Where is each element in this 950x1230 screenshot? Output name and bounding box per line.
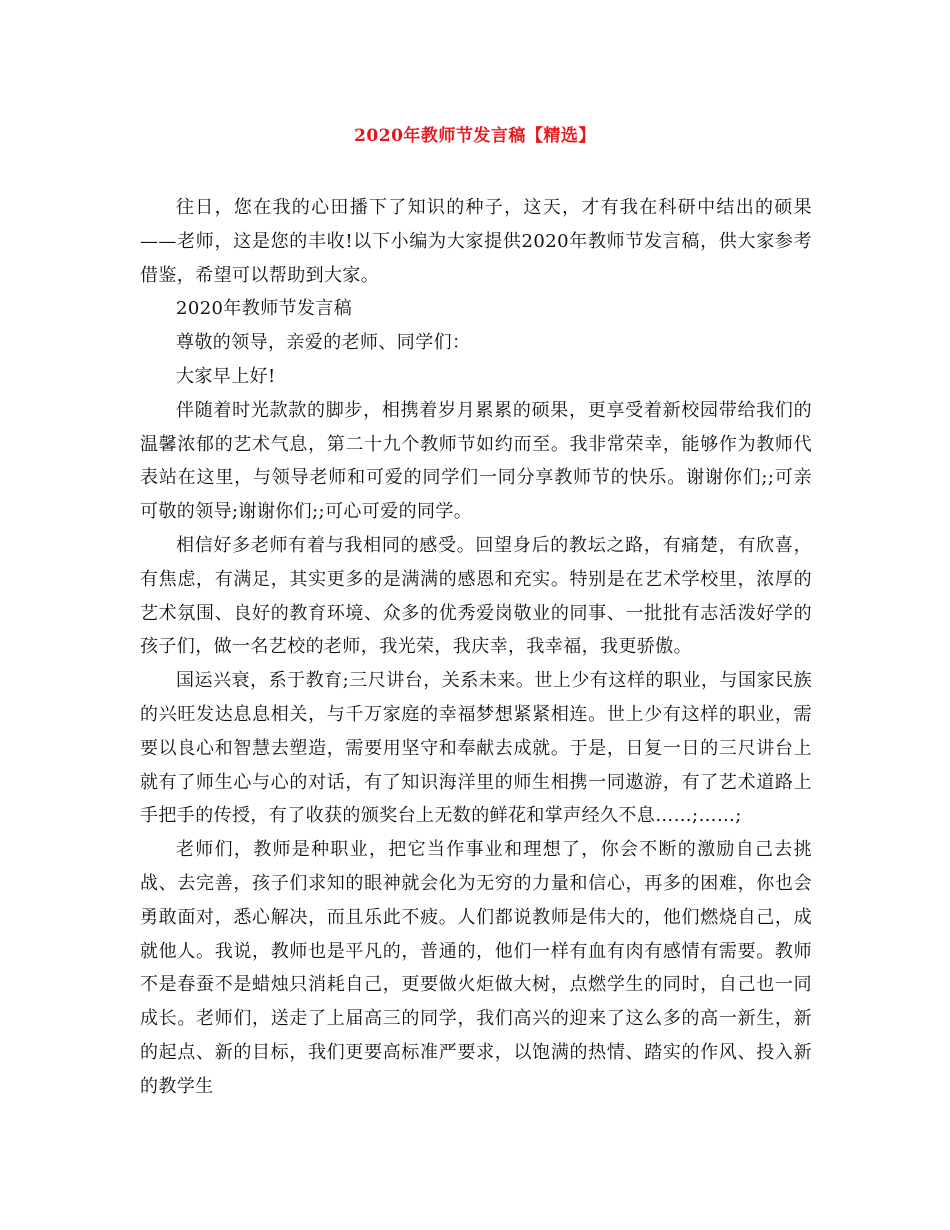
paragraph-body-2: 相信好多老师有着与我相同的感受。回望身后的教坛之路，有痛楚，有欣喜，有焦虑，有满足，其实更多的是满满的感恩和充实。特别是在艺术学校里，浓厚的艺术氛围、良好的教育环境、众多的优秀爱岗敬业的同事、一批批有志活泼好学的孩子们，做一名艺校的老师，我光荣，我庆幸，我幸福，我更骄傲。: [140, 534, 812, 658]
paragraph-salutation: 尊敬的领导，亲爱的老师、同学们：: [176, 332, 471, 354]
paragraph-body-1: 伴随着时光款款的脚步，相携着岁月累累的硕果，更享受着新校园带给我们的温馨浓郁的艺术气息，第二十九个教师节如约而至。我非常荣幸，能够作为教师代表站在这里，与领导老师和可爱的同学们一同分享教师节的快乐。谢谢你们;;可亲可敬的领导;谢谢你们;;可心可爱的同学。: [140, 399, 812, 523]
paragraph-subtitle: 2020年教师节发言稿: [176, 298, 353, 320]
paragraph-body-4: 老师们，教师是种职业，把它当作事业和理想了，你会不断的激励自己去挑战、去完善，孩子们求知的眼神就会化为无穷的力量和信心，再多的困难，你也会勇敢面对，悉心解决，而且乐此不疲。人们都说教师是伟大的，他们燃烧自己，成就他人。我说，教师也是平凡的，普通的，他们一样有血有肉有感情有需要。教师不是春蚕不是蜡烛只消耗自己，更要做火炬做大树，点燃学生的同时，自己也一同成长。老师们，送走了上届高三的同学，我们高兴的迎来了这么多的高一新生，新的起点、新的目标，我们更要高标准严要求，以饱满的热情、踏实的作风、投入新的教学生: [140, 839, 812, 1097]
paragraph-body-3: 国运兴衰，系于教育;三尺讲台，关系未来。世上少有这样的职业，与国家民族的兴旺发达息息相关，与千万家庭的幸福梦想紧紧相连。世上少有这样的职业，需要以良心和智慧去塑造，需要用坚守和奉献去成就。于是，日复一日的三尺讲台上就有了师生心与心的对话，有了知识海洋里的师生相携一同遨游，有了艺术道路上手把手的传授，有了收获的颁奖台上无数的鲜花和掌声经久不息……;……;: [140, 670, 812, 827]
document-title: 2020年教师节发言稿【精选】: [354, 126, 596, 146]
paragraph-greeting: 大家早上好!: [176, 365, 276, 387]
document-body: [140, 191, 812, 1104]
paragraph-intro: 往日，您在我的心田播下了知识的种子，这天，才有我在科研中结出的硕果——老师，这是您的丰收!以下小编为大家提供2020年教师节发言稿，供大家参考借鉴，希望可以帮助到大家。: [140, 197, 812, 286]
